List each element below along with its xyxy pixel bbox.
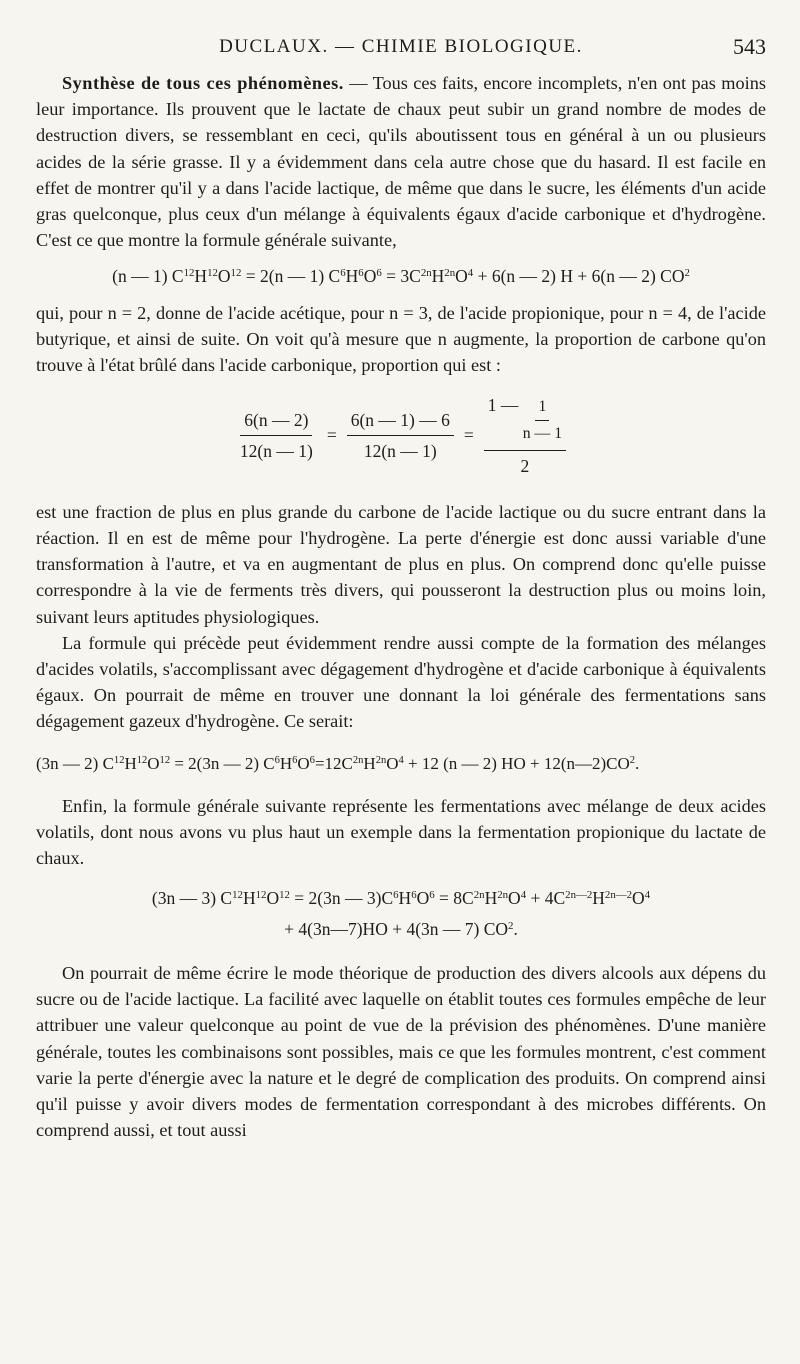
formula-exponent: 6	[292, 754, 298, 766]
body-text	[36, 70, 766, 1143]
formula-term: = 2(3n — 2) C	[170, 753, 275, 773]
formula-exponent: 2n	[420, 267, 432, 280]
formula-term: (n — 1) C	[112, 266, 184, 287]
formula-deux-acides	[36, 885, 766, 911]
formula-exponent: 12	[207, 267, 218, 280]
fraction-equation	[36, 392, 766, 479]
formula-term: .	[635, 753, 640, 773]
formula-term: (3n — 2) C	[36, 753, 114, 773]
fraction-1	[236, 407, 317, 464]
formula-term: H	[242, 888, 256, 909]
equals-sign: =	[326, 425, 337, 446]
formula-term: O	[363, 266, 377, 287]
formula-term: O	[632, 888, 645, 909]
formula-exponent: 2n—2	[604, 889, 633, 902]
formula-term: .	[513, 918, 518, 939]
formula-exponent: 6	[393, 889, 399, 902]
formula-exponent: 6	[309, 754, 315, 766]
fraction-2	[347, 407, 454, 464]
formula-exponent: 6	[376, 267, 382, 280]
fraction-denominator: 12(n — 1)	[363, 441, 437, 462]
formula-exponent: 12	[183, 267, 195, 280]
formula-exponent: 2n	[473, 889, 485, 902]
formula-exponent: 4	[467, 267, 474, 280]
formula-term: = 2(n — 1) C	[241, 266, 341, 287]
formula-exponent: 6	[429, 889, 435, 902]
inner-numerator: 1	[535, 394, 549, 421]
paragraph-synthese	[36, 70, 766, 253]
formula-exponent: 2n	[375, 754, 387, 766]
paragraph-text: — Tous ces faits, encore incomplets, n'en ont pas moins leur importance. Ils prouvent que le lactate de chaux peut subir un grand nombre de modes de destruction divers, se ressemblant en ceci, qu'ils aboutissent tous en général à un ou plusieurs acides de la série grasse. Il y a évidemment dans cela autre chose que du hasard. Il est facile en effet de montrer qu'il y a dans l'acide lactique, de même que dans le sucre, les éléments d'un acide gras quelconque, plus ceux d'un mélange à équivalents égaux d'acide carbonique et d'hydrogène. C'est ce que montre la formule générale suivante,	[36, 73, 766, 251]
fraction-numerator: 6(n — 2)	[240, 407, 312, 436]
page-number: 543	[733, 34, 766, 59]
formula-exponent: 2	[684, 267, 690, 280]
formula-term: + 4C	[526, 888, 566, 909]
inner-denominator: n — 1	[522, 425, 563, 443]
formula-term: + 4(3n—7)HO + 4(3n — 7) CO	[284, 918, 509, 939]
running-head	[36, 36, 766, 64]
formula-term: H	[124, 753, 137, 773]
fraction-numerator: 6(n — 1) — 6	[347, 407, 454, 436]
formula-term: O	[147, 753, 160, 773]
formula-term: O	[416, 888, 430, 909]
section-title: Synthèse de tous ces phénomènes.	[62, 73, 344, 93]
formula-exponent: 6	[340, 267, 346, 280]
formula-exponent: 12	[230, 267, 242, 280]
formula-exponent: 6	[358, 267, 364, 280]
paragraph-energie: est une fraction de plus en plus grande du carbone de l'acide lactique ou du sucre entrant dans la réaction. Il en est de même pour l'hydrogène. La perte d'énergie est donc aussi variable d'une transformation à l'autre, et va en augmentant de plus en plus. On comprend donc qu'elle puisse correspondre à la vie de ferments très divers, qui pousseront la destruction plus ou moins loin, suivant leurs aptitudes physiologiques.	[36, 501, 766, 627]
formula-term: O	[217, 266, 231, 287]
fraction-denominator: 2	[520, 455, 530, 476]
fraction-numerator	[484, 392, 566, 450]
formula-exponent: 2n	[497, 889, 509, 902]
formula-term: =12C	[314, 753, 353, 773]
formula-exponent: 12	[113, 754, 125, 766]
formula-exponent: 2n—2	[565, 889, 593, 902]
formula-exponent: 6	[411, 889, 417, 902]
formula-term: = 2(3n — 3)C	[289, 888, 394, 909]
formula-term: H	[194, 266, 208, 287]
formula-term: O	[297, 753, 310, 773]
formula-term: H	[431, 266, 445, 287]
formula-exponent: 2	[508, 919, 514, 932]
formula-exponent: 12	[136, 754, 148, 766]
formula-term: H	[484, 888, 498, 909]
formula-exponent: 12	[232, 889, 243, 902]
formula-exponent: 4	[398, 754, 404, 766]
formula-term: O	[455, 266, 468, 287]
formula-exponent: 6	[274, 754, 280, 766]
equals-sign: =	[463, 425, 474, 446]
paragraph-acides: qui, pour n = 2, donne de l'acide acétique, pour n = 3, de l'acide propionique, pour n = 4, de l'acide butyrique, et ainsi de suite. On voit qu'à mesure que n augmente, la proportion de carbone qu'on trouve à l'état brûlé dans l'acide carbonique, proportion qui est :	[36, 302, 766, 376]
paragraph-alcools: On pourrait de même écrire le mode théorique de production des divers alcools aux dépens du sucre ou de l'acide lactique. La facilité avec laquelle on établit toutes ces formules empêche de leur attribuer une valeur quelconque au point de vue de la prévision des phénomènes. D'une manière générale, toutes les combinaisons sont possibles, mais ce que les formules montrent, c'est comment varie la perte d'énergie avec la nature et le degré de complication des produits. On comprend ainsi qu'il puisse y avoir divers modes de fermentation correspondant à des microbes différents. On comprend aussi, et tout aussi	[36, 962, 766, 1141]
formula-term: = 3C	[381, 266, 421, 287]
formula-term: O	[508, 888, 521, 909]
formula-term: + 12 (n — 2) HO + 12(n—2)CO	[403, 753, 630, 773]
paragraph-melanges: La formule qui précède peut évidemment rendre aussi compte de la formation des mélanges d'acides volatils, s'accomplissant avec dégagement d'hydrogène et d'acide carbonique à équivalents égaux. On pourrait de même en trouver une donnant la loi générale des fermentations sans dégagement gazeux d'hydrogène. Ce serait:	[36, 632, 766, 732]
fraction-3	[484, 392, 566, 479]
formula-deux-acides-line2	[36, 916, 766, 942]
formula-exponent: 12	[159, 754, 171, 766]
formula-exponent: 2n	[444, 267, 456, 280]
formula-term: H	[592, 888, 605, 909]
fraction-term: 1 —	[487, 395, 523, 416]
formula-term: O	[266, 888, 280, 909]
fraction-denominator: 12(n — 1)	[239, 441, 313, 462]
running-title: DUCLAUX. — CHIMIE BIOLOGIQUE.	[219, 36, 583, 57]
formula-exponent: 4	[644, 889, 651, 902]
formula-exponent: 2n	[352, 754, 364, 766]
formula-exponent: 2	[629, 754, 636, 766]
formula-term: H	[363, 753, 376, 773]
formula-term: (3n — 3) C	[151, 888, 233, 909]
formula-exponent: 12	[255, 889, 267, 902]
formula-term: H	[279, 753, 293, 773]
formula-term: = 8C	[434, 888, 474, 909]
formula-term: + 6(n — 2) H + 6(n — 2) CO	[473, 266, 685, 287]
formula-term: H	[398, 888, 412, 909]
inner-fraction	[523, 394, 562, 447]
formula-term: H	[345, 266, 359, 287]
paragraph-enfin: Enfin, la formule générale suivante représente les fermentations avec mélange de deux acides volatils, dont nous avons vu plus haut un exemple dans la fermentation propionique du lactate de chaux.	[36, 795, 766, 869]
formula-sans-hydrogene	[36, 751, 766, 777]
formula-exponent: 4	[520, 889, 527, 902]
formula-general	[36, 263, 766, 289]
formula-exponent: 12	[279, 889, 290, 902]
formula-term: O	[386, 753, 399, 773]
